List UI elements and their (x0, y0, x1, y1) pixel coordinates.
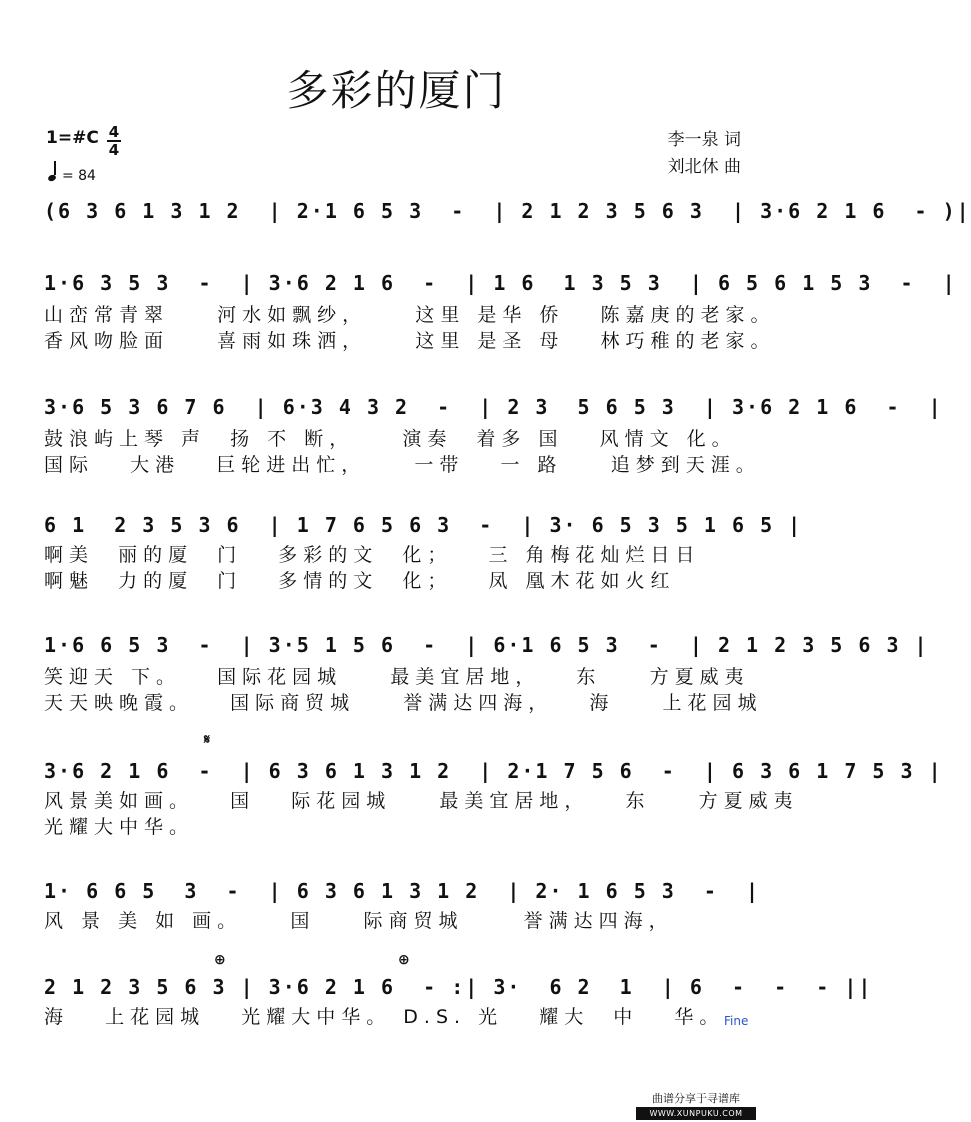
watermark (636, 1092, 756, 1120)
fine-marking: Fine (724, 1014, 749, 1028)
page-title: 多彩的厦门 (286, 66, 507, 115)
lyric-verse-1: 山峦常青翠 河水如飘纱， 这里 是华 侨 陈嘉庚的老家。 (44, 304, 776, 326)
lyric-verse-1: 海 上花园城 光耀大中华。 D.S. 光 耀大 中 华。 (44, 1006, 725, 1028)
notation-line: 6 1 2 3 5 3 6 | 1 7 6 5 6 3 - | 3· 6 5 3 5 1 6 5 | (44, 513, 803, 537)
composer: 刘北休 曲 (667, 157, 741, 177)
lyric-verse-2: 国际 大港 巨轮进出忙， 一带 一 路 追梦到天涯。 (44, 454, 761, 476)
tempo-value: = 84 (61, 168, 96, 184)
notation-line: 3·6 5 3 6 7 6 | 6·3 4 3 2 - | 2 3 5 6 5 3 | 3·6 2 1 6 - | (44, 395, 943, 419)
lyric-verse-2: 光耀大中华。 (44, 816, 195, 838)
time-signature (106, 124, 122, 158)
lyric-verse-1: 笑迎天 下。 国际花园城 最美宜居地， 东 方夏威夷 (44, 666, 750, 688)
tempo-marking (48, 166, 96, 184)
segno-sign: 𝄋 (204, 732, 211, 748)
lyric-verse-1: 风景美如画。 国 际花园城 最美宜居地， 东 方夏威夷 (44, 790, 799, 812)
notation-line: 2 1 2 3 5 6 3 | 3·6 2 1 6 - :| 3· 6 2 1 | 6 - - - || (44, 975, 873, 999)
coda-sign-2: ⊕ (398, 952, 410, 968)
key-signature (46, 123, 120, 159)
notation-line: (6 3 6 1 3 1 2 | 2·1 6 5 3 - | 2 1 2 3 5 6 3 | 3·6 2 1 6 - )| (44, 199, 971, 223)
lyric-verse-2: 啊魅 力的厦 门 多情的文 化； 凤 凰木花如火红 (44, 570, 676, 592)
coda-sign-1: ⊕ (214, 952, 226, 968)
lyric-verse-1: 啊美 丽的厦 门 多彩的文 化； 三 角梅花灿烂日日 (44, 544, 701, 566)
credits (668, 127, 741, 181)
watermark-text: 曲谱分享于寻谱库 (652, 1092, 740, 1105)
lyric-verse-2: 天天映晚霞。 国际商贸城 誉满达四海， 海 上花园城 (44, 692, 763, 714)
lyric-verse-2: 香风吻脸面 喜雨如珠洒， 这里 是圣 母 林巧稚的老家。 (44, 330, 776, 352)
notation-line: 1· 6 6 5 3 - | 6 3 6 1 3 1 2 | 2· 1 6 5 3 - | (44, 879, 761, 903)
time-bottom: 4 (108, 141, 120, 159)
notation-line: 3·6 2 1 6 - | 6 3 6 1 3 1 2 | 2·1 7 5 6 - | 6 3 6 1 7 5 3 | (44, 759, 943, 783)
lyric-verse-1: 风 景 美 如 画。 国 际商贸城 誉满达四海， (44, 910, 674, 932)
lyric-verse-1: 鼓浪屿上琴 声 扬 不 断， 演奏 着多 国 风情文 化。 (44, 428, 737, 450)
time-top: 4 (108, 123, 120, 141)
quarter-note-icon (47, 174, 57, 182)
lyricist: 李一泉 词 (667, 130, 741, 150)
key-label: 1=#C (46, 128, 99, 148)
watermark-url: WWW.XUNPUKU.COM (636, 1107, 756, 1120)
notation-line: 1·6 6 5 3 - | 3·5 1 5 6 - | 6·1 6 5 3 - | 2 1 2 3 5 6 3 | (44, 633, 929, 657)
notation-line: 1·6 3 5 3 - | 3·6 2 1 6 - | 1 6 1 3 5 3 | 6 5 6 1 5 3 - | (44, 271, 957, 295)
